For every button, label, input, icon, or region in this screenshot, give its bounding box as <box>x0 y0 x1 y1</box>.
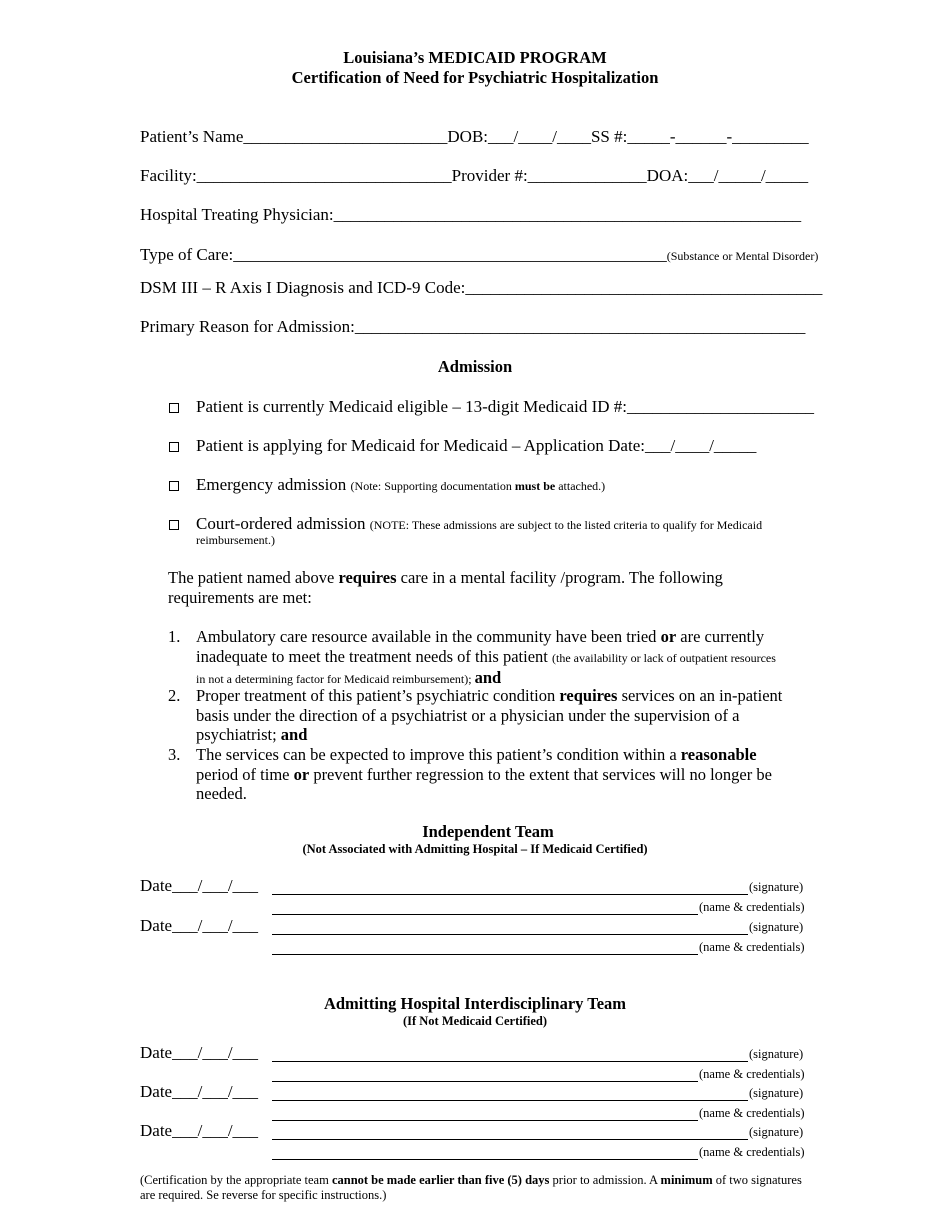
signature-caption: (signature) <box>749 1086 804 1100</box>
emergency-note-a: (Note: Supporting documentation <box>350 479 515 493</box>
requirements-intro <box>168 568 808 607</box>
emergency-admission-note <box>351 479 606 493</box>
applying-medicaid-checkbox[interactable] <box>169 442 179 452</box>
footer-bold: cannot be made earlier than five (5) days <box>331 1173 550 1187</box>
requirement-3 <box>196 745 816 804</box>
emergency-admission-checkbox[interactable] <box>169 481 179 491</box>
r3-line2: period of time <box>196 764 294 784</box>
hospital-team-subheading: (If Not Medicaid Certified) <box>402 1014 548 1028</box>
r3-bold: reasonable <box>680 745 757 764</box>
name-credentials-caption: (name & credentials) <box>699 940 805 954</box>
list-number-1: 1. <box>168 627 181 646</box>
r2-text: Proper treatment of this patient’s psychiatric condition <box>196 686 560 705</box>
footer-text-c: of two signatures <box>712 1173 802 1187</box>
date-field[interactable]: Date___/___/___ <box>140 876 259 895</box>
court-ordered-note-cont: reimbursement.) <box>196 533 275 547</box>
requirement-1 <box>196 627 816 690</box>
signature-caption: (signature) <box>749 920 804 934</box>
name-credentials-caption: (name & credentials) <box>699 1106 805 1120</box>
signature-line[interactable] <box>272 894 748 895</box>
emergency-note-b: attached.) <box>555 479 606 493</box>
type-of-care-label: Type of Care:___________________________________________________ <box>140 245 667 264</box>
court-ordered-text: Court-ordered admission <box>196 514 370 533</box>
name-credentials-line[interactable] <box>272 1120 698 1121</box>
intro-bold: requires <box>338 568 397 587</box>
diagnosis-code-field[interactable]: DSM III – R Axis I Diagnosis and ICD-9 Code:__________________________________________ <box>140 278 823 297</box>
r1-note: (the availability or lack of outpatient resources <box>552 650 776 665</box>
footer-text-a: (Certification by the appropriate team <box>140 1173 332 1187</box>
emergency-admission-label <box>196 475 605 495</box>
requirement-2 <box>196 686 816 745</box>
form-subtitle: Certification of Need for Psychiatric Hospitalization <box>291 68 659 87</box>
name-credentials-line[interactable] <box>272 1081 698 1082</box>
treating-physician-field[interactable]: Hospital Treating Physician:_______________________________________________________ <box>140 205 802 224</box>
signature-caption: (signature) <box>749 1125 804 1139</box>
r1-line2: inadequate to meet the treatment needs of this patient <box>196 646 552 666</box>
r1-bold: or <box>660 627 677 646</box>
intro-text-b: care in a mental facility /program. The following <box>396 568 723 587</box>
emergency-admission-text: Emergency admission <box>196 475 351 494</box>
r1-text-b: are currently <box>676 627 765 646</box>
date-field[interactable]: Date___/___/___ <box>140 1121 259 1140</box>
name-credentials-line[interactable] <box>272 954 698 955</box>
footer-text-b: prior to admission. A <box>549 1173 661 1187</box>
facility-row[interactable]: Facility:______________________________Provider #:______________DOA:___/_____/_____ <box>140 166 809 185</box>
r2-line2: basis under the direction of a psychiatrist or a physician under the supervision of a <box>196 705 740 725</box>
r3-line3: needed. <box>196 784 247 803</box>
intro-line2: requirements are met: <box>168 587 312 607</box>
court-ordered-checkbox[interactable] <box>169 520 179 530</box>
r3-text: The services can be expected to improve this patient’s condition within a <box>196 745 681 764</box>
list-number-2: 2. <box>168 686 181 705</box>
name-credentials-caption: (name & credentials) <box>699 1145 805 1159</box>
intro-text-a: The patient named above <box>168 568 339 587</box>
type-of-care-note: (Substance or Mental Disorder) <box>666 249 819 263</box>
court-ordered-note: (NOTE: These admissions are subject to the listed criteria to qualify for Medicaid <box>369 518 763 532</box>
signature-line[interactable] <box>272 1139 748 1140</box>
r2-text-b: services on an in-patient <box>617 686 783 705</box>
name-credentials-line[interactable] <box>272 1159 698 1160</box>
r1-text: Ambulatory care resource available in the community have been tried <box>196 627 661 646</box>
signature-caption: (signature) <box>749 1047 804 1061</box>
signature-caption: (signature) <box>749 880 804 894</box>
name-credentials-caption: (name & credentials) <box>699 900 805 914</box>
r2-line3: psychiatrist; <box>196 725 281 744</box>
signature-line[interactable] <box>272 1061 748 1062</box>
r3-or: or <box>293 764 310 784</box>
independent-team-subheading: (Not Associated with Admitting Hospital – If Medicaid Certified) <box>302 842 648 856</box>
signature-line[interactable] <box>272 1100 748 1101</box>
date-field[interactable]: Date___/___/___ <box>140 1082 259 1101</box>
hospital-team-heading: Admitting Hospital Interdisciplinary Team <box>323 994 627 1013</box>
primary-reason-field[interactable]: Primary Reason for Admission:_____________________________________________________ <box>140 317 806 336</box>
medicaid-eligible-checkbox[interactable] <box>169 403 179 413</box>
date-field[interactable]: Date___/___/___ <box>140 916 259 935</box>
r1-and: and <box>474 668 502 687</box>
r2-and: and <box>280 725 308 744</box>
r3-line2-b: prevent further regression to the extent that services will no longer be <box>309 764 772 784</box>
independent-team-heading: Independent Team <box>422 822 554 841</box>
name-credentials-caption: (name & credentials) <box>699 1067 805 1081</box>
certification-footnote <box>140 1173 802 1203</box>
list-number-3: 3. <box>168 745 181 764</box>
signature-line[interactable] <box>272 934 748 935</box>
admission-heading: Admission <box>437 357 513 376</box>
date-field[interactable]: Date___/___/___ <box>140 1043 259 1062</box>
patient-info-row[interactable]: Patient’s Name________________________DOB:___/____/____SS #:_____-______-_________ <box>140 127 809 146</box>
name-credentials-line[interactable] <box>272 914 698 915</box>
footer-minimum: minimum <box>660 1173 713 1187</box>
emergency-note-bold: must be <box>514 479 556 493</box>
applying-medicaid-label: Patient is applying for Medicaid for Medicaid – Application Date:___/____/_____ <box>196 436 757 455</box>
medicaid-eligible-label: Patient is currently Medicaid eligible – 13-digit Medicaid ID #:______________________ <box>196 397 815 416</box>
type-of-care-field[interactable] <box>140 245 818 265</box>
r2-bold: requires <box>559 686 618 705</box>
form-title: Louisiana’s MEDICAID PROGRAM <box>343 48 607 67</box>
footer-line2: are required. Se reverse for specific instructions.) <box>140 1188 387 1202</box>
r1-note-cont: in not a determining factor for Medicaid reimbursement); <box>196 672 475 686</box>
court-ordered-label <box>196 514 762 534</box>
